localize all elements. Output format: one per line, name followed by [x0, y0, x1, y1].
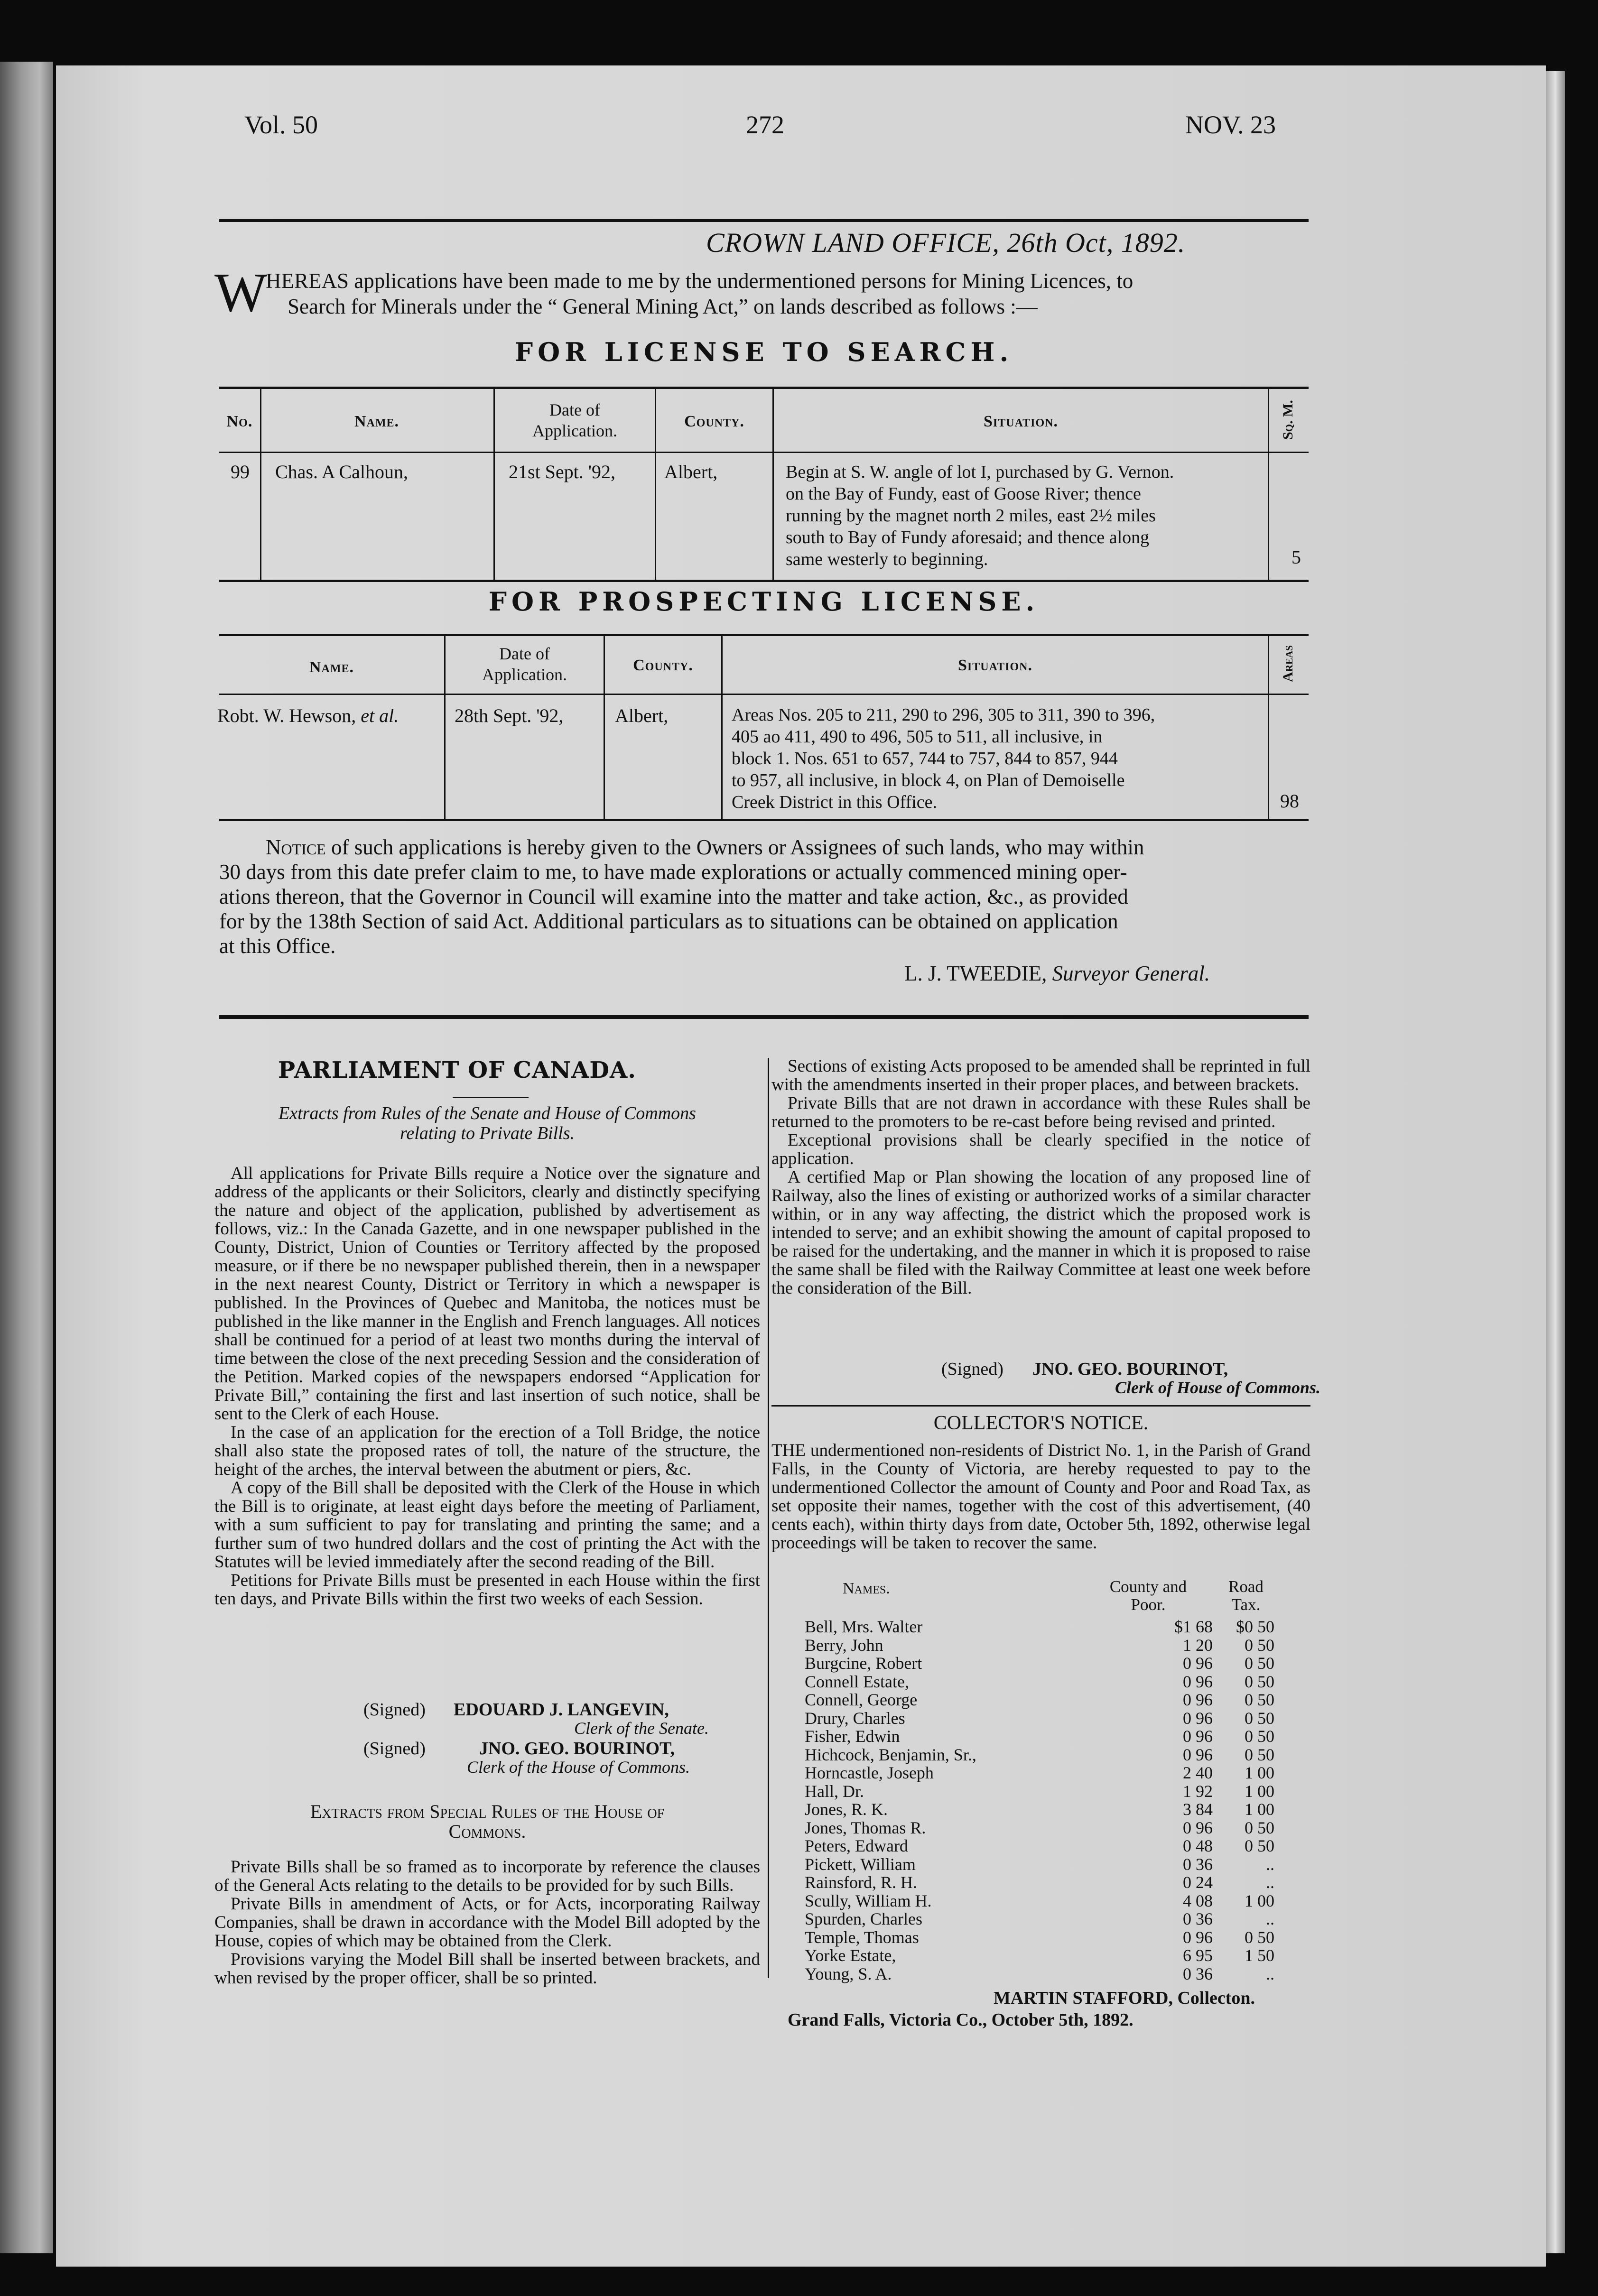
- tax-county-cell: 0 48: [1183, 1836, 1213, 1855]
- right-signer: JNO. GEO. BOURINOT,: [1032, 1359, 1228, 1379]
- parliament-rules: [214, 1164, 760, 1608]
- senate-signer-title: Clerk of the Senate.: [574, 1719, 709, 1738]
- rule-paragraph: A certified Map or Plan showing the location of any proposed line of Railway, also the lines of existing or authorized works of a similar character within, or in any way affecting, the district which the proposed work is intended to serve; and an exhibit showing the amount of capital proposed to be raised for the undertaking, and the manner in which it is proposed to raise the same shall be filed with the Railway Committee at least one week before the consideration of the Bill.: [771, 1167, 1310, 1298]
- tax-road-cell: 1 00: [1245, 1800, 1274, 1819]
- tax-road-cell: ..: [1266, 1909, 1274, 1928]
- tax-row: [805, 1746, 1274, 1764]
- tax-road-cell: 1 00: [1245, 1781, 1274, 1801]
- tax-road-cell: $0 50: [1236, 1617, 1274, 1636]
- tax-county-cell: 0 96: [1183, 1672, 1213, 1691]
- tax-road-cell: 0 50: [1245, 1690, 1274, 1709]
- situation-line: Areas Nos. 205 to 211, 290 to 296, 305 to 311, 390 to 396,: [732, 705, 1155, 725]
- parliament-subtitle: [214, 1103, 760, 1143]
- tax-county-cell: 3 84: [1183, 1800, 1213, 1819]
- rule-paragraph: All applications for Private Bills require a Notice over the signature and address of the applicants or their Solicitors, clearly and distinctly specifying the nature and object of the application, published by advertisement as follows, viz.: In the Canada Gazette, and in one newspaper published in the County, District, Union of Counties or Territory affected by the proposed measure, or if there be no newspaper published therein, then in a newspaper in the next nearest County, District or Territory in which a newspaper is published. In the Provinces of Quebec and Manitoba, the notices must be published in the like manner in the English and French languages. All notices shall be continued for a period of at least two months during the interval of time between the close of the next preceding Session and the consideration of the Petition. Marked copies of the newspapers endorsed “Application for Private Bill,” containing the first and last insertion of such notice, shall be sent to the Clerk of each House.: [214, 1164, 760, 1424]
- tax-county-cell: 0 96: [1183, 1727, 1213, 1746]
- notice-line: ations thereon, that the Governor in Council will examine into the matter and take action, &c., as provided: [219, 885, 1128, 908]
- tax-row: [805, 1873, 1274, 1892]
- tax-county-cell: 4 08: [1183, 1891, 1213, 1910]
- tax-name-cell: Bell, Mrs. Walter: [805, 1617, 923, 1636]
- tax-name-cell: Hall, Dr.: [805, 1781, 864, 1801]
- header-sqm: Sq. M.: [1280, 400, 1296, 440]
- tax-row: [805, 1636, 1274, 1655]
- prospect-header-county: County.: [633, 657, 693, 674]
- prospect-table-bottom-rule: [219, 819, 1309, 821]
- issue-date: NOV. 23: [1185, 111, 1276, 139]
- tax-county-cell: 0 96: [1183, 1690, 1213, 1709]
- situation-line: same westerly to beginning.: [786, 549, 988, 569]
- tax-county-cell: 1 20: [1183, 1635, 1213, 1655]
- tax-road-cell: ..: [1266, 1873, 1274, 1892]
- search-table-top-rule: [219, 387, 1309, 389]
- tax-name-cell: Peters, Edward: [805, 1836, 908, 1855]
- notice-signer: L. J. TWEEDIE,: [904, 962, 1047, 985]
- tax-row: [805, 1709, 1274, 1728]
- rule-paragraph: Private Bills in amendment of Acts, or for Acts, incorporating Railway Companies, shall be drawn in accordance with the Model Bill adopted by the House, copies of which may be obtained from the Clerk.: [214, 1894, 760, 1951]
- situation-line: Begin at S. W. angle of lot I, purchased by G. Vernon.: [786, 462, 1174, 482]
- tax-name-cell: Hichcock, Benjamin, Sr.,: [805, 1745, 976, 1764]
- section-divider: [219, 1015, 1309, 1019]
- tax-county-cell: 0 96: [1183, 1745, 1213, 1764]
- collector-header-road-line: Road: [1228, 1577, 1264, 1596]
- special-rules: [214, 1858, 760, 1987]
- prospect-row-name-main: Robt. W. Hewson,: [217, 705, 356, 726]
- title-underline: [453, 1097, 529, 1098]
- prospect-header-date: [446, 643, 604, 685]
- header-county: County.: [684, 413, 744, 430]
- situation-line: on the Bay of Fundy, east of Goose River; thence: [786, 484, 1141, 504]
- tax-row: [805, 1673, 1274, 1691]
- collector-header-names: Names.: [843, 1580, 890, 1597]
- search-row-date: 21st Sept. '92,: [509, 461, 615, 482]
- rule-paragraph: Private Bills that are not drawn in accordance with these Rules shall be returned to the promoters to be re-cast before being revised and printed.: [771, 1093, 1310, 1131]
- tax-county-cell: 1 92: [1183, 1781, 1213, 1801]
- tax-row: [805, 1965, 1274, 1983]
- dropcap: W: [214, 261, 268, 324]
- tax-row: [805, 1819, 1274, 1837]
- tax-name-cell: Temple, Thomas: [805, 1927, 919, 1947]
- situation-line: to 957, all inclusive, in block 4, on Plan of Demoiselle: [732, 770, 1125, 790]
- notice-lead: Notice: [266, 835, 326, 859]
- collector-paragraph: THE undermentioned non-residents of District No. 1, in the Parish of Grand Falls, in the County of Victoria, are hereby requested to pay to the undermentioned Collector the amount of County and Poor and Road Tax, as set opposite their names, together with the cost of this advertisement, (40 cents each), within thirty days from date, October 5th, 1892, otherwise legal proceedings will be taken to recover the same.: [771, 1441, 1310, 1553]
- tax-county-cell: 0 36: [1183, 1854, 1213, 1874]
- prospect-row-county: Albert,: [615, 705, 669, 726]
- rule-paragraph: Petitions for Private Bills must be presented in each House within the first ten days, and Private Bills within the first two weeks of each Session.: [214, 1571, 760, 1609]
- tax-county-cell: $1 68: [1174, 1617, 1213, 1636]
- tax-row: [805, 1837, 1274, 1855]
- prospect-row-name: [217, 704, 399, 728]
- header-date: [495, 399, 655, 441]
- tax-road-cell: 0 50: [1245, 1727, 1274, 1746]
- tax-name-cell: Drury, Charles: [805, 1708, 905, 1728]
- notice-signature: [904, 961, 1210, 986]
- tax-row: [805, 1800, 1274, 1819]
- tax-row: [805, 1727, 1274, 1746]
- tax-road-cell: 0 50: [1245, 1818, 1274, 1837]
- header-situation: Situation.: [984, 413, 1058, 430]
- search-row-no: 99: [231, 461, 250, 482]
- collector-table: [805, 1618, 1274, 1983]
- special-title-line: Extracts from Special Rules of the House of: [310, 1801, 665, 1822]
- prospect-row-name-suffix: et al.: [361, 705, 399, 726]
- tax-county-cell: 0 96: [1183, 1818, 1213, 1837]
- tax-road-cell: 0 50: [1245, 1745, 1274, 1764]
- tax-county-cell: 0 96: [1183, 1654, 1213, 1673]
- header-no: No.: [226, 413, 253, 430]
- special-rules-title: [214, 1802, 760, 1842]
- tax-road-cell: 1 00: [1245, 1763, 1274, 1782]
- senate-signed: (Signed): [363, 1700, 426, 1720]
- situation-line: running by the magnet north 2 miles, east 2½ miles: [786, 506, 1156, 526]
- prospect-header-situation: Situation.: [958, 657, 1032, 674]
- notice-line: 30 days from this date prefer claim to me, to have made explorations or actually commenced mining oper-: [219, 860, 1127, 884]
- notice-line: for by the 138th Section of said Act. Additional particulars as to situations can be obtained on application: [219, 909, 1118, 933]
- prospect-row-date: 28th Sept. '92,: [455, 705, 564, 726]
- head-rule: [219, 219, 1309, 222]
- tax-road-cell: 1 50: [1245, 1946, 1274, 1965]
- intro-line-2: Search for Minerals under the “ General Mining Act,” on lands described as follows :—: [288, 295, 1038, 318]
- tax-row: [805, 1946, 1274, 1965]
- tax-county-cell: 0 96: [1183, 1927, 1213, 1947]
- collector-header-road: [1213, 1578, 1279, 1614]
- subtitle-line: relating to Private Bills.: [400, 1123, 575, 1143]
- prospect-row-areas: 98: [1280, 790, 1299, 812]
- tax-name-cell: Jones, Thomas R.: [805, 1818, 926, 1837]
- prospect-col-sep: [1268, 634, 1269, 819]
- notice-line: at this Office.: [219, 934, 336, 958]
- rule-paragraph: Sections of existing Acts proposed to be amended shall be reprinted in full with the amendments inserted in their proper places, and between brackets.: [771, 1056, 1310, 1094]
- tax-road-cell: 0 50: [1245, 1927, 1274, 1947]
- situation-line: 405 ao 411, 490 to 496, 505 to 511, all inclusive, in: [732, 727, 1103, 747]
- senate-signer: EDOUARD J. LANGEVIN,: [454, 1700, 669, 1720]
- column-rule: [768, 1058, 769, 1978]
- volume-label: Vol. 50: [244, 111, 318, 139]
- collector-top-rule: [771, 1405, 1310, 1407]
- crown-office-title: CROWN LAND OFFICE, 26th Oct, 1892.: [706, 227, 1186, 258]
- tax-road-cell: 1 00: [1245, 1891, 1274, 1910]
- notice-paragraph: [219, 835, 1315, 958]
- intro-line-1: HEREAS applications have been made to me by the undermentioned persons for Mining Licences, to: [266, 269, 1133, 293]
- page-stack-edge: [1546, 71, 1565, 2253]
- rule-paragraph: Private Bills shall be so framed as to incorporate by reference the clauses of the General Acts relating to the details to be provided for by such Bills.: [214, 1857, 760, 1895]
- right-signed: (Signed): [941, 1359, 1003, 1379]
- subtitle-line: Extracts from Rules of the Senate and House of Commons: [279, 1103, 696, 1123]
- header-date-line2: Application.: [532, 421, 617, 440]
- tax-name-cell: Jones, R. K.: [805, 1800, 888, 1819]
- model-bill-rules: [771, 1057, 1310, 1297]
- notice-signer-title: Surveyor General.: [1052, 962, 1210, 985]
- collector-title: COLLECTOR'S NOTICE.: [933, 1412, 1149, 1434]
- parliament-title: PARLIAMENT OF CANADA.: [278, 1057, 636, 1083]
- prospect-table-top-rule: [219, 634, 1309, 636]
- page-number: 272: [746, 111, 784, 139]
- tax-row: [805, 1691, 1274, 1709]
- license-prospect-title: FOR PROSPECTING LICENSE.: [488, 586, 1040, 617]
- header-date-line1: Date of: [549, 400, 600, 419]
- collector-dateline: Grand Falls, Victoria Co., October 5th, 1892.: [788, 2010, 1133, 2030]
- tax-county-cell: 0 96: [1183, 1708, 1213, 1728]
- header-name: Name.: [354, 413, 400, 430]
- rule-paragraph: In the case of an application for the erection of a Toll Bridge, the notice shall also state the proposed rates of toll, the nature of the structure, the height of the arches, the interval between the abutment or piers, &c.: [214, 1423, 760, 1479]
- prospect-table-head-rule: [219, 694, 1309, 695]
- tax-name-cell: Fisher, Edwin: [805, 1727, 900, 1746]
- tax-name-cell: Connell Estate,: [805, 1672, 909, 1691]
- situation-line: block 1. Nos. 651 to 657, 744 to 757, 844 to 857, 944: [732, 749, 1118, 768]
- prospect-header-date-line1: Date of: [499, 644, 550, 663]
- tax-name-cell: Rainsford, R. H.: [805, 1873, 917, 1892]
- rule-paragraph: Provisions varying the Model Bill shall be inserted between brackets, and when revised by the proper officer, shall be so printed.: [214, 1950, 760, 1988]
- prospect-row-situation: [732, 704, 1268, 813]
- search-row-sqm: 5: [1291, 546, 1301, 568]
- tax-row: [805, 1654, 1274, 1673]
- commons-signer-title: Clerk of the House of Commons.: [467, 1758, 690, 1777]
- tax-road-cell: 0 50: [1245, 1635, 1274, 1655]
- tax-name-cell: Berry, John: [805, 1635, 883, 1655]
- tax-row: [805, 1782, 1274, 1801]
- special-title-line: Commons.: [448, 1821, 526, 1842]
- prospect-header-areas: Areas: [1280, 645, 1296, 682]
- tax-road-cell: ..: [1266, 1854, 1274, 1874]
- tax-row: [805, 1928, 1274, 1947]
- tax-row: [805, 1618, 1274, 1636]
- tax-row: [805, 1892, 1274, 1910]
- collector-signer: MARTIN STAFFORD, Collecton.: [994, 1988, 1255, 2008]
- tax-road-cell: ..: [1266, 1964, 1274, 1983]
- tax-name-cell: Scully, William H.: [805, 1891, 932, 1910]
- tax-county-cell: 0 36: [1183, 1964, 1213, 1983]
- search-row-situation: [786, 461, 1268, 570]
- tax-road-cell: 0 50: [1245, 1708, 1274, 1728]
- commons-signed: (Signed): [363, 1739, 426, 1759]
- tax-row: [805, 1910, 1274, 1928]
- tax-road-cell: 0 50: [1245, 1836, 1274, 1855]
- search-col-sep: [1268, 387, 1269, 580]
- tax-name-cell: Connell, George: [805, 1690, 918, 1709]
- tax-name-cell: Horncastle, Joseph: [805, 1763, 934, 1782]
- situation-line: south to Bay of Fundy aforesaid; and thence along: [786, 528, 1150, 547]
- notice-line: of such applications is hereby given to the Owners or Assignees of such lands, who may within: [331, 835, 1144, 859]
- tax-name-cell: Burgcine, Robert: [805, 1654, 922, 1673]
- tax-row: [805, 1764, 1274, 1782]
- search-row-name: Chas. A Calhoun,: [275, 461, 409, 482]
- commons-signer: JNO. GEO. BOURINOT,: [479, 1739, 675, 1759]
- tax-name-cell: Young, S. A.: [805, 1964, 892, 1983]
- tax-name-cell: Pickett, William: [805, 1854, 916, 1874]
- tax-road-cell: 0 50: [1245, 1672, 1274, 1691]
- search-table-bottom-rule: [219, 580, 1309, 582]
- prospect-header-date-line2: Application.: [482, 665, 567, 684]
- tax-county-cell: 0 24: [1183, 1873, 1213, 1892]
- tax-name-cell: Spurden, Charles: [805, 1909, 922, 1928]
- collector-header-county-line: County and: [1109, 1577, 1187, 1596]
- collector-header-county-line: Poor.: [1131, 1595, 1166, 1614]
- search-table-head-rule: [219, 452, 1309, 453]
- tax-name-cell: Yorke Estate,: [805, 1946, 896, 1965]
- collector-header-county: [1091, 1578, 1205, 1614]
- tax-county-cell: 0 36: [1183, 1909, 1213, 1928]
- tax-county-cell: 6 95: [1183, 1946, 1213, 1965]
- license-search-title: FOR LICENSE TO SEARCH.: [514, 337, 1013, 367]
- tax-road-cell: 0 50: [1245, 1654, 1274, 1673]
- prospect-header-name: Name.: [309, 658, 354, 676]
- rule-paragraph: Exceptional provisions shall be clearly specified in the notice of application.: [771, 1130, 1310, 1168]
- situation-line: Creek District in this Office.: [732, 792, 938, 812]
- facing-page-edge: [0, 62, 53, 2253]
- rule-paragraph: A copy of the Bill shall be deposited with the Clerk of the House in which the Bill is to originate, at least eight days before the meeting of Parliament, with a sum sufficient to pay for translating and printing the same; and a further sum of two hundred dollars and the cost of printing the Act with the Statutes will be levied immediately after the second reading of the Bill.: [214, 1478, 760, 1572]
- tax-row: [805, 1855, 1274, 1874]
- right-signer-title: Clerk of House of Commons.: [1115, 1378, 1321, 1397]
- search-row-county: Albert,: [664, 461, 718, 482]
- collector-header-road-line: Tax.: [1231, 1595, 1261, 1614]
- tax-county-cell: 2 40: [1183, 1763, 1213, 1782]
- tax-list: [805, 1618, 1274, 1983]
